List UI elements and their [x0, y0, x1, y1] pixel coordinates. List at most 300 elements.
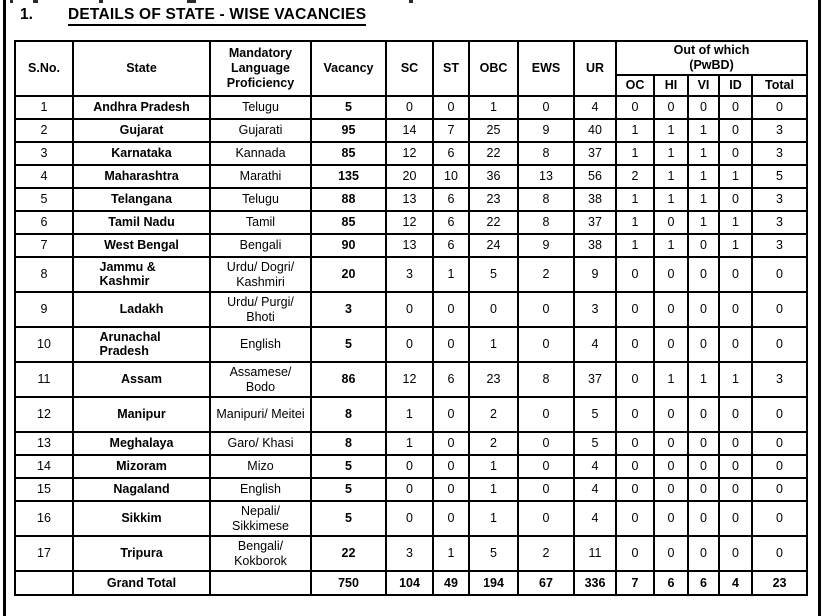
cell-oc: 0 — [616, 257, 654, 292]
cell-st: 0 — [433, 455, 469, 478]
language-name: Kannada — [235, 146, 286, 160]
vacancy-table — [14, 40, 808, 596]
cell-ews: 8 — [518, 362, 574, 397]
cell-sc: 104 — [386, 571, 433, 595]
cell-id: 0 — [719, 96, 752, 119]
cell-hi: 0 — [654, 96, 688, 119]
cell-state — [73, 327, 210, 362]
table-row — [15, 327, 807, 362]
cell-vi: 0 — [688, 501, 719, 536]
col-header-id: ID — [719, 75, 752, 96]
cell-st: 0 — [433, 478, 469, 501]
col-header-sno: S.No. — [15, 41, 73, 96]
cell-vacancy: 85 — [311, 142, 386, 165]
cell-obc: 25 — [469, 119, 518, 142]
cell-vacancy: 8 — [311, 397, 386, 432]
scan-artifact — [187, 0, 196, 3]
cell-id: 1 — [719, 165, 752, 188]
cell-id: 1 — [719, 211, 752, 234]
cell-ews: 0 — [518, 478, 574, 501]
cell-id: 1 — [719, 362, 752, 397]
state-name: Tripura — [120, 546, 163, 560]
cell-sc: 20 — [386, 165, 433, 188]
cell-obc: 0 — [469, 292, 518, 327]
cell-id: 1 — [719, 234, 752, 257]
cell-sno: 12 — [15, 397, 73, 432]
cell-ews: 2 — [518, 257, 574, 292]
cell-total: 0 — [752, 501, 807, 536]
cell-obc: 23 — [469, 362, 518, 397]
cell-sno: 7 — [15, 234, 73, 257]
cell-id: 0 — [719, 536, 752, 571]
cell-language — [210, 455, 311, 478]
cell-vi: 0 — [688, 234, 719, 257]
cell-st: 49 — [433, 571, 469, 595]
cell-st: 1 — [433, 257, 469, 292]
cell-vacancy: 85 — [311, 211, 386, 234]
state-name: Maharashtra — [104, 169, 179, 183]
table-row — [15, 292, 807, 327]
cell-sno: 15 — [15, 478, 73, 501]
page-border-right — [818, 0, 821, 616]
cell-language — [210, 501, 311, 536]
cell-st: 0 — [433, 96, 469, 119]
col-header-hi: HI — [654, 75, 688, 96]
cell-total: 0 — [752, 327, 807, 362]
cell-state — [73, 362, 210, 397]
cell-sno: 2 — [15, 119, 73, 142]
language-name: Mizo — [247, 459, 274, 473]
cell-id: 0 — [719, 292, 752, 327]
cell-vacancy: 5 — [311, 455, 386, 478]
cell-total: 23 — [752, 571, 807, 595]
cell-ews: 0 — [518, 96, 574, 119]
section-heading — [20, 6, 366, 24]
cell-language — [210, 536, 311, 571]
state-name: Nagaland — [113, 482, 170, 496]
cell-language-empty — [210, 571, 311, 595]
cell-language — [210, 142, 311, 165]
cell-ur: 56 — [574, 165, 616, 188]
cell-language — [210, 96, 311, 119]
cell-state — [73, 234, 210, 257]
cell-sno: 3 — [15, 142, 73, 165]
cell-vi: 0 — [688, 432, 719, 455]
col-header-state: State — [73, 41, 210, 96]
cell-oc: 1 — [616, 142, 654, 165]
cell-st: 7 — [433, 119, 469, 142]
cell-vi: 0 — [688, 96, 719, 119]
cell-obc: 22 — [469, 142, 518, 165]
cell-language — [210, 188, 311, 211]
cell-oc: 1 — [616, 211, 654, 234]
col-header-vacancy: Vacancy — [311, 41, 386, 96]
cell-id: 0 — [719, 432, 752, 455]
state-name: Meghalaya — [109, 436, 174, 450]
cell-total: 3 — [752, 119, 807, 142]
cell-ur: 37 — [574, 362, 616, 397]
cell-obc: 194 — [469, 571, 518, 595]
state-name: Manipur — [117, 407, 166, 421]
state-name: Jammu & Kashmir — [99, 259, 156, 289]
cell-obc: 23 — [469, 188, 518, 211]
cell-vi: 6 — [688, 571, 719, 595]
cell-vi: 0 — [688, 257, 719, 292]
cell-ur: 5 — [574, 397, 616, 432]
language-name: Bengali/ Kokborok — [234, 538, 287, 568]
cell-ews: 9 — [518, 234, 574, 257]
cell-sno: 6 — [15, 211, 73, 234]
cell-ur: 336 — [574, 571, 616, 595]
cell-ews: 8 — [518, 142, 574, 165]
grand-total-row — [15, 571, 807, 595]
state-name: Andhra Pradesh — [93, 100, 190, 114]
state-name: Mizoram — [116, 459, 167, 473]
cell-ews: 0 — [518, 397, 574, 432]
state-name: Ladakh — [119, 302, 164, 316]
cell-hi: 0 — [654, 536, 688, 571]
col-header-st: ST — [433, 41, 469, 96]
state-name: Gujarat — [119, 123, 164, 137]
cell-obc: 1 — [469, 96, 518, 119]
cell-st: 6 — [433, 362, 469, 397]
cell-obc: 1 — [469, 455, 518, 478]
language-name: English — [240, 337, 281, 351]
cell-language — [210, 234, 311, 257]
cell-language — [210, 211, 311, 234]
cell-oc: 1 — [616, 188, 654, 211]
pwbd-group-line2: (PwBD) — [689, 58, 734, 72]
page-title: DETAILS OF STATE - WISE VACANCIES — [68, 6, 366, 26]
cell-language — [210, 327, 311, 362]
cell-ur: 37 — [574, 142, 616, 165]
cell-ews: 67 — [518, 571, 574, 595]
cell-st: 1 — [433, 536, 469, 571]
cell-vacancy: 88 — [311, 188, 386, 211]
cell-state — [73, 142, 210, 165]
table-row — [15, 478, 807, 501]
cell-obc: 1 — [469, 501, 518, 536]
cell-ews: 8 — [518, 211, 574, 234]
cell-vi: 1 — [688, 362, 719, 397]
cell-vacancy: 86 — [311, 362, 386, 397]
cell-total: 3 — [752, 234, 807, 257]
state-name: Telangana — [111, 192, 172, 206]
col-header-sc: SC — [386, 41, 433, 96]
cell-obc: 24 — [469, 234, 518, 257]
cell-vacancy: 135 — [311, 165, 386, 188]
cell-state — [73, 536, 210, 571]
table-row — [15, 142, 807, 165]
cell-vacancy: 8 — [311, 432, 386, 455]
cell-obc: 2 — [469, 432, 518, 455]
cell-id: 0 — [719, 455, 752, 478]
cell-ur: 38 — [574, 188, 616, 211]
cell-total: 0 — [752, 432, 807, 455]
cell-id: 0 — [719, 119, 752, 142]
cell-state — [73, 96, 210, 119]
cell-sc: 3 — [386, 257, 433, 292]
cell-ur: 4 — [574, 96, 616, 119]
cell-state — [73, 455, 210, 478]
cell-ews: 9 — [518, 119, 574, 142]
cell-language — [210, 397, 311, 432]
cell-sno: 9 — [15, 292, 73, 327]
cell-sno: 5 — [15, 188, 73, 211]
table-row — [15, 536, 807, 571]
cell-sno: 10 — [15, 327, 73, 362]
state-name: Arunachal Pradesh — [99, 329, 161, 359]
cell-total: 0 — [752, 292, 807, 327]
cell-oc: 0 — [616, 96, 654, 119]
cell-state — [73, 119, 210, 142]
cell-vacancy: 95 — [311, 119, 386, 142]
table-row — [15, 455, 807, 478]
cell-vacancy: 90 — [311, 234, 386, 257]
table-row — [15, 432, 807, 455]
cell-vacancy: 3 — [311, 292, 386, 327]
cell-sc: 0 — [386, 292, 433, 327]
cell-vacancy: 5 — [311, 501, 386, 536]
cell-hi: 0 — [654, 478, 688, 501]
cell-state — [73, 165, 210, 188]
cell-ews: 0 — [518, 455, 574, 478]
cell-vacancy: 5 — [311, 327, 386, 362]
cell-oc: 0 — [616, 362, 654, 397]
cell-language — [210, 292, 311, 327]
cell-language — [210, 119, 311, 142]
language-name: Bengali — [239, 238, 282, 252]
cell-sno: 17 — [15, 536, 73, 571]
cell-vi: 1 — [688, 211, 719, 234]
cell-sc: 13 — [386, 234, 433, 257]
col-header-language: Mandatory Language Proficiency — [210, 41, 311, 96]
cell-st: 0 — [433, 501, 469, 536]
cell-ur: 37 — [574, 211, 616, 234]
state-name: Karnataka — [111, 146, 172, 160]
scan-artifact — [409, 0, 413, 3]
cell-oc: 0 — [616, 455, 654, 478]
table-row — [15, 362, 807, 397]
cell-st: 6 — [433, 211, 469, 234]
cell-oc: 1 — [616, 234, 654, 257]
cell-hi: 1 — [654, 119, 688, 142]
language-name: Gujarati — [238, 123, 283, 137]
table-row — [15, 397, 807, 432]
cell-sno-empty — [15, 571, 73, 595]
col-header-oc: OC — [616, 75, 654, 96]
cell-language — [210, 165, 311, 188]
cell-sno: 11 — [15, 362, 73, 397]
cell-st: 6 — [433, 234, 469, 257]
cell-total: 3 — [752, 362, 807, 397]
table-row — [15, 234, 807, 257]
cell-ur: 9 — [574, 257, 616, 292]
cell-ur: 4 — [574, 455, 616, 478]
cell-st: 0 — [433, 327, 469, 362]
cell-id: 0 — [719, 478, 752, 501]
cell-id: 0 — [719, 397, 752, 432]
cell-st: 0 — [433, 432, 469, 455]
cell-language — [210, 432, 311, 455]
cell-total: 3 — [752, 188, 807, 211]
scan-artifact — [33, 0, 38, 3]
cell-state — [73, 478, 210, 501]
cell-oc: 0 — [616, 478, 654, 501]
cell-total: 0 — [752, 257, 807, 292]
table-row — [15, 501, 807, 536]
cell-id: 0 — [719, 142, 752, 165]
cell-hi: 1 — [654, 165, 688, 188]
cell-hi: 0 — [654, 432, 688, 455]
cell-sc: 0 — [386, 96, 433, 119]
cell-oc: 2 — [616, 165, 654, 188]
cell-vi: 0 — [688, 536, 719, 571]
language-name: Urdu/ Dogri/ Kashmiri — [226, 259, 295, 289]
language-name: Marathi — [239, 169, 282, 183]
cell-sc: 1 — [386, 432, 433, 455]
cell-ur: 4 — [574, 478, 616, 501]
language-name: Garo/ Khasi — [227, 436, 294, 450]
cell-hi: 0 — [654, 292, 688, 327]
table-row — [15, 257, 807, 292]
cell-vi: 1 — [688, 142, 719, 165]
cell-ur: 38 — [574, 234, 616, 257]
col-header-vi: VI — [688, 75, 719, 96]
cell-sno: 14 — [15, 455, 73, 478]
cell-obc: 36 — [469, 165, 518, 188]
cell-state — [73, 292, 210, 327]
cell-vacancy: 20 — [311, 257, 386, 292]
cell-hi: 0 — [654, 455, 688, 478]
language-name: Nepali/ Sikkimese — [232, 503, 289, 533]
cell-sc: 12 — [386, 142, 433, 165]
cell-sc: 0 — [386, 327, 433, 362]
cell-sc: 12 — [386, 211, 433, 234]
cell-obc: 22 — [469, 211, 518, 234]
cell-oc: 0 — [616, 501, 654, 536]
cell-ur: 4 — [574, 501, 616, 536]
cell-total: 0 — [752, 397, 807, 432]
cell-sc: 0 — [386, 501, 433, 536]
cell-vi: 0 — [688, 455, 719, 478]
cell-obc: 1 — [469, 327, 518, 362]
page-border-left — [3, 0, 6, 616]
table-row — [15, 96, 807, 119]
cell-oc: 1 — [616, 119, 654, 142]
cell-total: 0 — [752, 96, 807, 119]
col-header-obc: OBC — [469, 41, 518, 96]
cell-id: 4 — [719, 571, 752, 595]
cell-st: 0 — [433, 397, 469, 432]
cell-ews: 0 — [518, 327, 574, 362]
grand-total-label: Grand Total — [73, 571, 210, 595]
cell-oc: 0 — [616, 397, 654, 432]
cell-state — [73, 432, 210, 455]
cell-ur: 11 — [574, 536, 616, 571]
state-name: Assam — [121, 372, 162, 386]
cell-oc: 0 — [616, 536, 654, 571]
pwbd-group-line1: Out of which — [673, 43, 750, 57]
cell-sc: 14 — [386, 119, 433, 142]
col-header-ur: UR — [574, 41, 616, 96]
cell-hi: 0 — [654, 327, 688, 362]
cell-ews: 0 — [518, 292, 574, 327]
cell-vi: 1 — [688, 188, 719, 211]
cell-sno: 13 — [15, 432, 73, 455]
cell-vacancy: 22 — [311, 536, 386, 571]
cell-vi: 1 — [688, 119, 719, 142]
cell-sc: 1 — [386, 397, 433, 432]
cell-total: 3 — [752, 211, 807, 234]
cell-id: 0 — [719, 327, 752, 362]
cell-oc: 0 — [616, 292, 654, 327]
cell-hi: 1 — [654, 188, 688, 211]
col-header-total: Total — [752, 75, 807, 96]
col-header-pwbd-group — [616, 41, 807, 75]
language-name: English — [240, 482, 281, 496]
cell-hi: 1 — [654, 234, 688, 257]
cell-id: 0 — [719, 188, 752, 211]
cell-sc: 12 — [386, 362, 433, 397]
cell-ur: 5 — [574, 432, 616, 455]
language-name: Tamil — [245, 215, 276, 229]
language-name: Urdu/ Purgi/ Bhoti — [227, 294, 294, 324]
cell-vacancy: 750 — [311, 571, 386, 595]
cell-vi: 0 — [688, 397, 719, 432]
cell-total: 0 — [752, 536, 807, 571]
cell-sc: 13 — [386, 188, 433, 211]
cell-st: 10 — [433, 165, 469, 188]
cell-ur: 40 — [574, 119, 616, 142]
cell-oc: 7 — [616, 571, 654, 595]
cell-st: 0 — [433, 292, 469, 327]
cell-ews: 0 — [518, 432, 574, 455]
cell-hi: 1 — [654, 362, 688, 397]
table-row — [15, 119, 807, 142]
cell-vi: 0 — [688, 292, 719, 327]
cell-st: 6 — [433, 142, 469, 165]
cell-total: 5 — [752, 165, 807, 188]
cell-obc: 2 — [469, 397, 518, 432]
cell-total: 0 — [752, 478, 807, 501]
cell-sc: 0 — [386, 478, 433, 501]
table-body — [15, 96, 807, 571]
state-name: Sikkim — [121, 511, 162, 525]
cell-vi: 0 — [688, 478, 719, 501]
state-name: West Bengal — [104, 238, 179, 252]
cell-st: 6 — [433, 188, 469, 211]
cell-sc: 0 — [386, 455, 433, 478]
cell-vi: 1 — [688, 165, 719, 188]
section-number: 1. — [20, 6, 33, 23]
cell-ews: 2 — [518, 536, 574, 571]
language-name: Telugu — [242, 100, 279, 114]
cell-total: 0 — [752, 455, 807, 478]
cell-vacancy: 5 — [311, 96, 386, 119]
cell-state — [73, 188, 210, 211]
cell-total: 3 — [752, 142, 807, 165]
cell-ur: 4 — [574, 327, 616, 362]
language-name: Telugu — [242, 192, 279, 206]
table-row — [15, 211, 807, 234]
col-header-ews: EWS — [518, 41, 574, 96]
cell-ews: 8 — [518, 188, 574, 211]
scan-artifact — [10, 0, 13, 3]
cell-sno: 8 — [15, 257, 73, 292]
cell-hi: 0 — [654, 257, 688, 292]
cell-obc: 1 — [469, 478, 518, 501]
